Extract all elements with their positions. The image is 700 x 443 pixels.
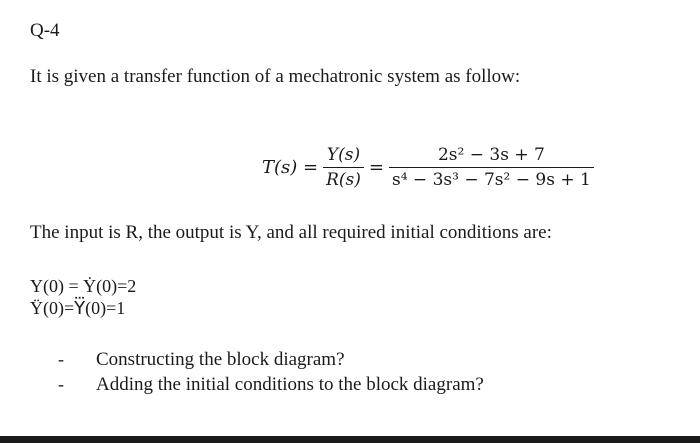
equals-sign: = [368,156,384,178]
equation-lhs: T(s) = [262,156,319,178]
initial-condition-2: Ÿ(0)=Y⃛(0)=1 [30,298,126,318]
ratio-denominator: R(s) [326,169,361,190]
bottom-border [0,436,700,443]
initial-condition-1: Y(0) = Ẏ(0)=2 [30,276,137,296]
transfer-function-equation [262,132,597,202]
output-input-ratio [323,143,364,192]
question-number: Q-4 [30,20,60,41]
input-output-statement: The input is R, the output is Y, and all required initial conditions are: [30,222,552,243]
polynomial-denominator: s⁴ − 3s³ − 7s² − 9s + 1 [391,169,591,190]
polynomial-numerator: 2s² − 3s + 7 [437,144,545,165]
task-item-block-diagram: Constructing the block diagram? [96,349,345,370]
ratio-numerator: Y(s) [326,144,361,165]
question-intro: It is given a transfer function of a mechatronic system as follow: [30,66,521,87]
task-item-initial-conditions: Adding the initial conditions to the block diagram? [96,374,484,395]
task-bullet: - [58,374,64,394]
polynomial-ratio [389,143,594,192]
task-bullet: - [58,349,64,369]
